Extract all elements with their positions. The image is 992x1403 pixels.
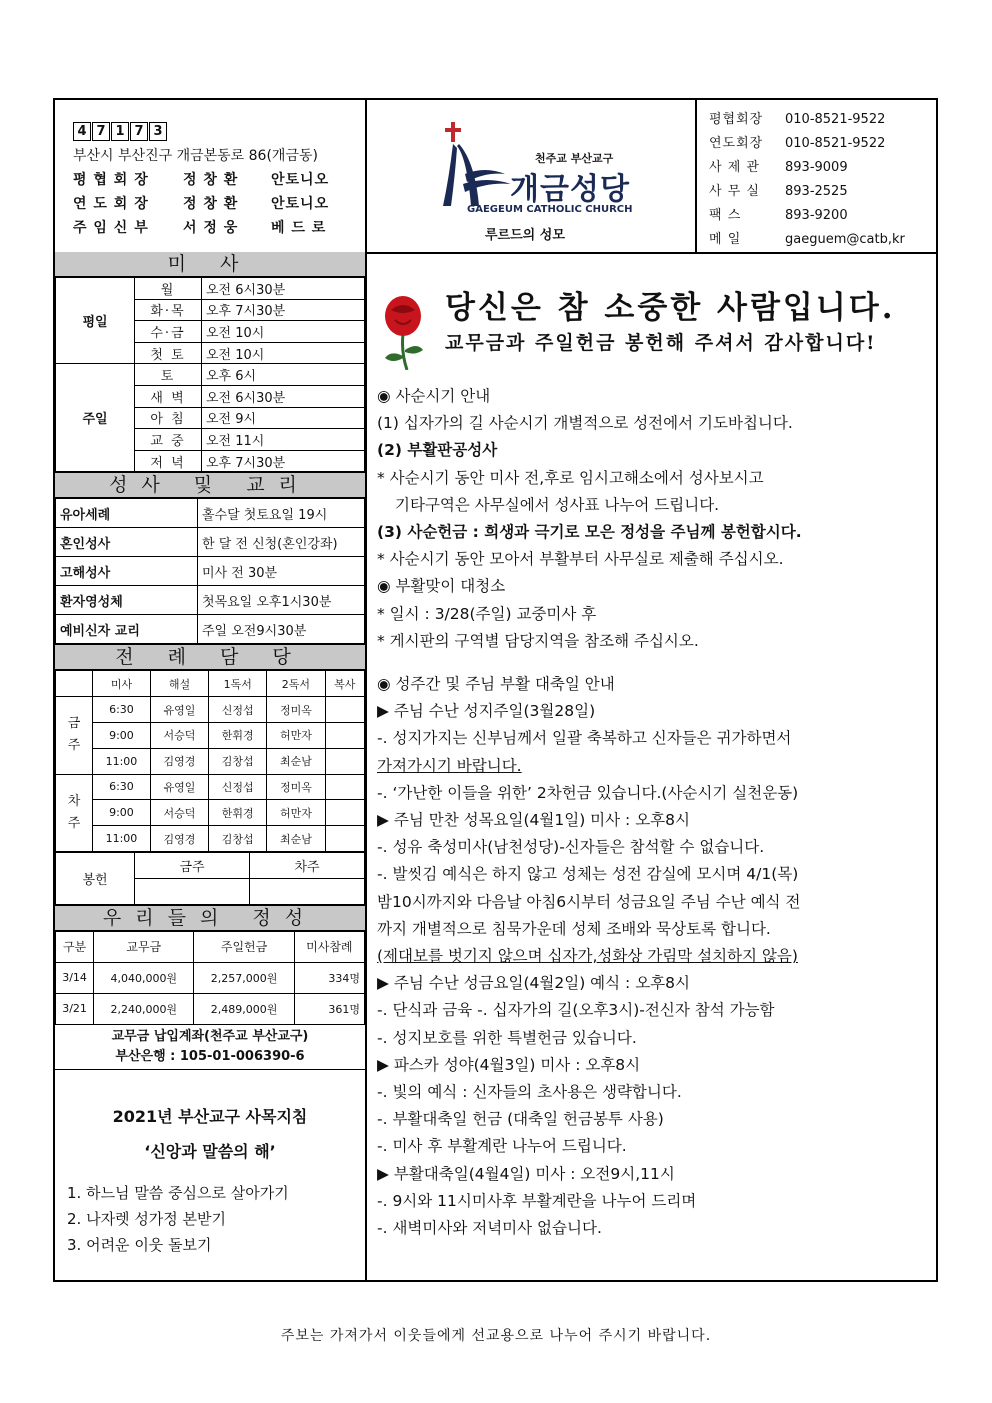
announcements: ◉ 사순시기 안내 (1) 십자가의 길 사순시기 개별적으로 성전에서 기도바칩니다. (2) 부활판공성사 * 사순시기 동안 미사 전,후로 임시고해소에서 성사보시고 기타구역은 사무실에서 성사표 나누어 드립니다. (3) 사순헌금 : 희생과 극기로 모은 정성을 주님께 봉헌합시다. * 사순시기 동안 모아서 부활부터 사무실로 제출해 주십시오. ◉ 부활맞이 대청소 * 일시 : 3/28(주일) 교중미사 후 * 게시판의 구역별 담당지역을 참조해 주십시오. ◉ 성주간 및 주님 부활 대축일 안내 ▶ 주님 수난 성지주일(3월28일) -. 성지가지는 신부님께서 일괄 축복하고 신자들은 귀가하면서 가져가시기 바랍니다. -. ‘가난한 이들을 위한’ 2차헌금 있습니다.(사순시기 실천운동) ▶ 주님 만찬 성목요일(4월1일) 미사 : 오후8시 -. 성유 축성미사(남천성당)-신자들은 참석할 수 없습니다. -. 발씻김 예식은 하지 않고 성체는 성전 감실에 모시며 4/1(목) 밤10시까지와 다음날 아침6시부터 성금요일 주님 수난 예식 전 까지 개별적으로 침묵가운데 성체 조배와 묵상토록 합니다. (제대보를 벗기지 않으며 십자가,성화상 가림막 설치하지 않음) ▶ 주님 수난 성금요일(4월2일) 예식 : 오후8시 -. 단식과 금육 -. 십자가의 길(오후3시)-전신자 참석 가능함 -. 성지보호를 위한 특별헌금 있습니다. ▶ 파스카 성야(4월3일) 미사 : 오후8시 -. 빛의 예식 : 신자들의 초사용은 생략합니다. -. 부활대축일 헌금 (대축일 헌금봉투 사용) -. 미사 후 부활계란 나누어 드립니다. ▶ 부활대축일(4월4일) 미사 : 오전9시,11시 -. 9시와 11시미사후 부활계란을 나누어 드리며 -. 새벽미사와 저녁미사 없습니다. <box>377 383 933 1242</box>
account-info: 교무금 납입계좌(천주교 부산교구) 부산은행 : 105-01-006390-6 <box>55 1025 365 1070</box>
address: 부산시 부산진구 개금본동로 86(개금동) <box>73 148 318 164</box>
zip-digit: 7 <box>130 122 148 141</box>
sacraments-title: 성사 및 교리 <box>55 472 365 498</box>
zip-digit: 4 <box>73 122 91 141</box>
contact-row: 사 제 관 893-9009 <box>709 160 848 175</box>
weekday-label: 평일 <box>56 278 135 364</box>
directive-subtitle: ‘신앙과 말씀의 해’ <box>144 1141 276 1161</box>
list-item: 1. 하느님 말씀 중심으로 살아가기 <box>67 1183 289 1202</box>
logo-subtitle: 천주교 부산교구 <box>535 152 614 165</box>
zip-digit: 7 <box>92 122 110 141</box>
section-heading: ◉ 부활맞이 대청소 <box>377 577 506 596</box>
patron-saint: 루르드의 성모 <box>485 228 565 243</box>
contact-row: 팩 스 893-9200 <box>709 208 848 223</box>
contact-row: 연도회장 010-8521-9522 <box>709 136 886 151</box>
offering-duty-table: 봉헌 금주 차주 <box>55 852 365 905</box>
officer-row: 연 도 회 장 정 창 환 안토니오 <box>73 196 330 212</box>
officer-row: 주 임 신 부 서 정 웅 베 드 로 <box>73 220 327 236</box>
contact-info <box>697 100 938 252</box>
liturgy-table: 미사 해설 1독서 2독서 복사 금 주 6:30 유영일 신정섭 정미옥 9:00 서승덕 한휘경 허만자 11:00 김영경 김창섭 최순남 차 주 6:30 유영일 신정섭 정미옥 9:00 서승덕 한휘경 허만자 11:00 김영경 김창섭 최순남 <box>55 670 365 852</box>
offerings-table: 구분 교무금 주일헌금 미사참례 3/14 4,040,000원 2,257,000원 334명 3/21 2,240,000원 2,489,000원 361명 <box>55 931 365 1025</box>
sacraments-table: 유아세례 홀수달 첫토요일 19시 혼인성사 한 달 전 신청(혼인강좌) 고해성사 미사 전 30분 환자영성체 첫목요일 오후1시30분 예비신자 교리 주일 오전9시30분 <box>55 498 365 644</box>
directive-title: 2021년 부산교구 사목지침 <box>112 1106 308 1126</box>
liturgy-title: 전 례 담 당 <box>55 644 365 670</box>
main-content <box>369 252 936 1280</box>
church-logo <box>367 100 697 252</box>
bulletin-frame <box>53 98 938 1282</box>
zip-digit: 1 <box>111 122 129 141</box>
page-subtitle: 교무금과 주일헌금 봉헌해 주셔서 감사합니다! <box>445 332 877 354</box>
section-heading: ◉ 사순시기 안내 <box>377 387 491 405</box>
church-name: 개금성당 <box>510 172 630 207</box>
list-item: 2. 나자렛 성가정 본받기 <box>67 1209 227 1228</box>
directive-list <box>67 1180 365 1258</box>
sunday-label: 주일 <box>56 364 135 472</box>
section-heading: ◉ 성주간 및 주님 부활 대축일 안내 <box>377 675 615 694</box>
zip-digit: 3 <box>149 122 167 141</box>
mass-title: 미 사 <box>55 252 365 277</box>
officer-row: 평 협 회 장 정 창 환 안토니오 <box>73 172 330 188</box>
parish-info <box>55 100 367 252</box>
page-title: 당신은 참 소중한 사람입니다. <box>445 290 896 326</box>
church-name-english: GAEGEUM CATHOLIC CHURCH <box>467 204 633 215</box>
mass-schedule-table: 평일 월 오전 6시30분 화·목 오후 7시30분 수·금 오전 10시 첫 토 오전 10시 주일 토 오후 6시 새 벽 오전 6시30분 아 침 오전 9시 교 중 오전 11시 저 녁 오후 7시30분 <box>55 277 365 472</box>
contact-row: 사 무 실 893-2525 <box>709 184 848 199</box>
contact-row: 평협회장 010-8521-9522 <box>709 112 886 127</box>
footer-note: 주보는 가져가서 이웃들에게 선교용으로 나누어 주시기 바랍니다. <box>280 1328 712 1344</box>
rose-icon <box>377 294 429 370</box>
postal-code <box>73 122 365 141</box>
offerings-title: 우리들의 정성 <box>55 905 365 931</box>
left-column <box>55 252 367 1280</box>
list-item: 3. 어려운 이웃 돌보기 <box>67 1235 212 1254</box>
contact-row: 메 일 gaeguem@catb,kr <box>709 232 905 247</box>
